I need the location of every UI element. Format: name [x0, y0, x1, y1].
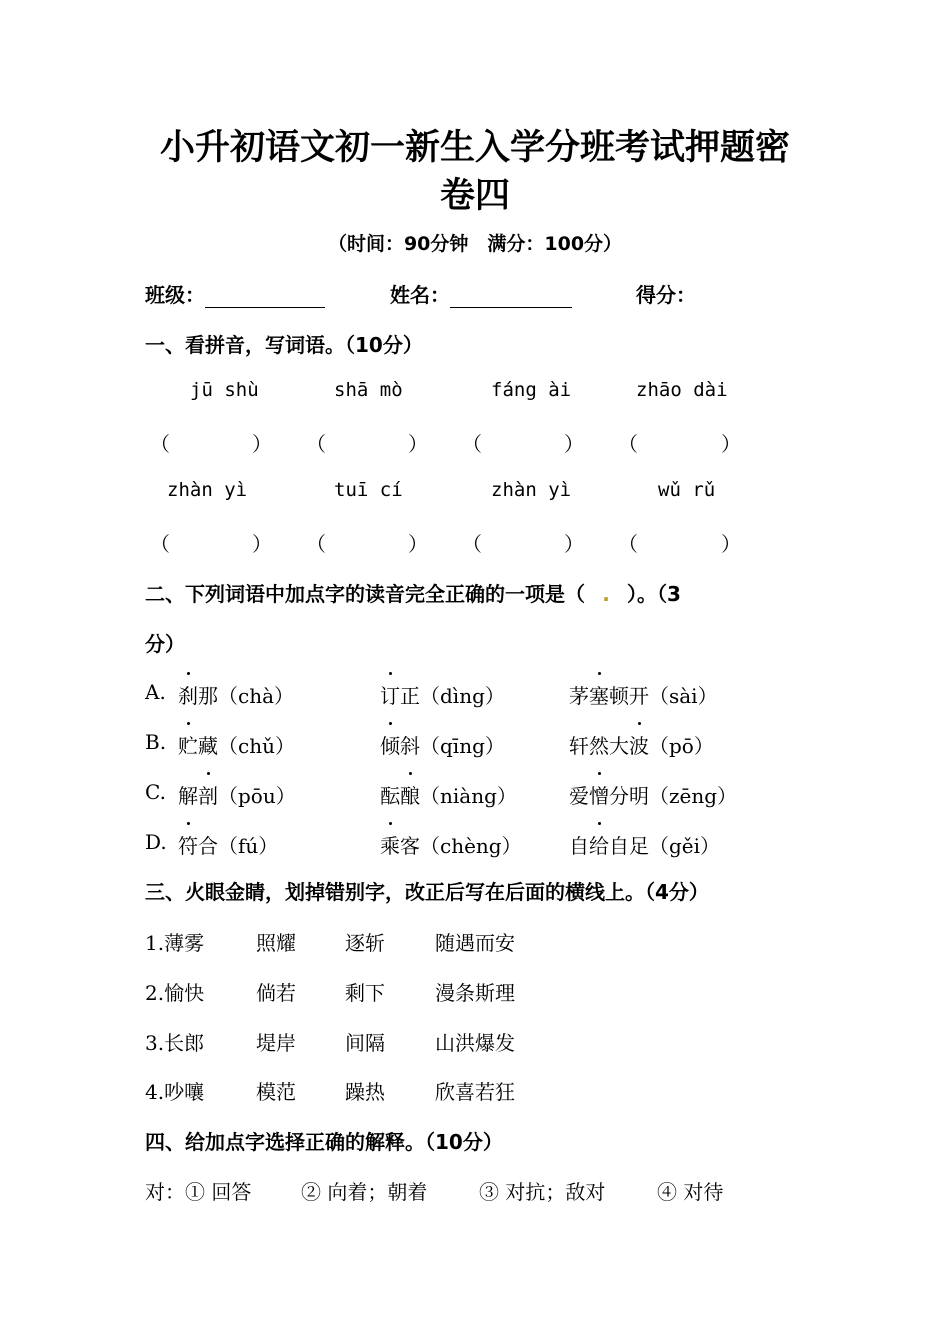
- pinyin-5: zhàn yì: [167, 479, 248, 501]
- class-label: 班级：: [145, 283, 205, 307]
- word: 欣喜若狂: [435, 1080, 515, 1104]
- option-c[interactable]: [145, 780, 738, 808]
- option-label: B.: [145, 730, 167, 754]
- word: 4.吵嚷: [145, 1080, 205, 1104]
- option-word: 乘客（chèng）: [380, 830, 522, 859]
- option-word: 酝酿（niàng）: [380, 780, 517, 809]
- paren-open: （: [618, 432, 638, 456]
- paren-close: ）: [564, 432, 584, 456]
- name-blank[interactable]: [450, 287, 572, 308]
- word: 3.长郎: [145, 1031, 205, 1055]
- word: 倘若: [256, 981, 296, 1005]
- option-label: D.: [145, 830, 167, 854]
- section-2-heading-wrap: 分）: [145, 632, 185, 656]
- word: 漫条斯理: [435, 981, 515, 1005]
- word: 山洪爆发: [435, 1031, 515, 1055]
- class-blank[interactable]: [205, 287, 325, 308]
- option-b[interactable]: [145, 730, 714, 758]
- word: 逐斩: [345, 931, 385, 955]
- title-line-1: 小升初语文初一新生入学分班考试押题密: [159, 128, 790, 168]
- word: 剩下: [345, 981, 385, 1005]
- title-line-2: 卷四: [439, 176, 510, 216]
- option-d[interactable]: [145, 830, 721, 858]
- option-word: 订正（dìng）: [380, 680, 505, 709]
- word-row-2: [145, 977, 515, 1006]
- name-field[interactable]: [390, 279, 572, 308]
- answer-blank[interactable]: .: [602, 582, 610, 606]
- paren-open: （: [462, 432, 482, 456]
- name-label: 姓名：: [390, 283, 450, 307]
- paren-open: （: [150, 432, 170, 456]
- word-row-3: [145, 1027, 515, 1056]
- option-word: 符合（fú）: [178, 830, 278, 859]
- class-field[interactable]: [145, 279, 325, 308]
- section-3-heading: 三、火眼金睛，划掉错别字，改正后写在后面的横线上。（4分）: [145, 880, 709, 904]
- word: 照耀: [256, 931, 296, 955]
- definition: ② 向着；朝着: [301, 1180, 428, 1204]
- paren-close: ）: [408, 432, 428, 456]
- paren-close: ）: [564, 532, 584, 556]
- pinyin-3: fáng ài: [491, 379, 572, 401]
- paren-open: （: [306, 532, 326, 556]
- option-label: C.: [145, 780, 166, 804]
- definition: ④ 对待: [657, 1180, 724, 1204]
- word: 间隔: [345, 1031, 385, 1055]
- option-word: 轩然大波（pō）: [569, 730, 714, 759]
- paren-close: ）: [252, 432, 272, 456]
- word-row-4: [145, 1076, 515, 1105]
- option-word: 刹那（chà）: [178, 680, 294, 709]
- word: 1.薄雾: [145, 931, 205, 955]
- word: 2.愉快: [145, 981, 205, 1005]
- word: 堤岸: [256, 1031, 296, 1055]
- word: 随遇而安: [435, 931, 515, 955]
- pinyin-2: shā mò: [334, 379, 403, 401]
- option-word: 自给自足（gěi）: [569, 830, 720, 859]
- paren-close: ）: [721, 432, 741, 456]
- paren-close: ）: [252, 532, 272, 556]
- section-2-heading-tail: ）。（3: [627, 582, 681, 606]
- score-label: 得分：: [636, 283, 696, 307]
- word: 躁热: [345, 1080, 385, 1104]
- paren-open: （: [150, 532, 170, 556]
- pinyin-4: zhāo dài: [636, 379, 728, 401]
- definition: ③ 对抗；敌对: [479, 1180, 606, 1204]
- option-word: 解剖（pōu）: [178, 780, 296, 809]
- word-row-1: [145, 927, 515, 956]
- option-label: A.: [145, 680, 166, 704]
- definition-line: [145, 1176, 724, 1205]
- paren-open: （: [462, 532, 482, 556]
- word: 模范: [256, 1080, 296, 1104]
- option-word: 爱憎分明（zēng）: [569, 780, 737, 809]
- section-2-heading-text: 二、下列词语中加点字的读音完全正确的一项是（: [145, 582, 585, 606]
- paren-close: ）: [408, 532, 428, 556]
- pinyin-1: jū shù: [190, 379, 259, 401]
- pinyin-6: tuī cí: [334, 479, 403, 501]
- paren-open: （: [618, 532, 638, 556]
- pinyin-8: wǔ rǔ: [658, 479, 716, 501]
- section-1-heading: 一、看拼音，写词语。（10分）: [145, 333, 423, 357]
- definition: 对：① 回答: [145, 1180, 252, 1204]
- option-word: 贮藏（chǔ）: [178, 730, 295, 759]
- section-2-heading: [145, 578, 681, 607]
- option-word: 茅塞顿开（sài）: [569, 680, 718, 709]
- paren-close: ）: [721, 532, 741, 556]
- option-word: 倾斜（qīng）: [380, 730, 505, 759]
- paren-open: （: [306, 432, 326, 456]
- option-a[interactable]: [145, 680, 718, 708]
- subtitle: （时间：90分钟 满分：100分）: [327, 233, 623, 255]
- pinyin-7: zhàn yì: [491, 479, 572, 501]
- section-4-heading: 四、给加点字选择正确的解释。（10分）: [145, 1130, 503, 1154]
